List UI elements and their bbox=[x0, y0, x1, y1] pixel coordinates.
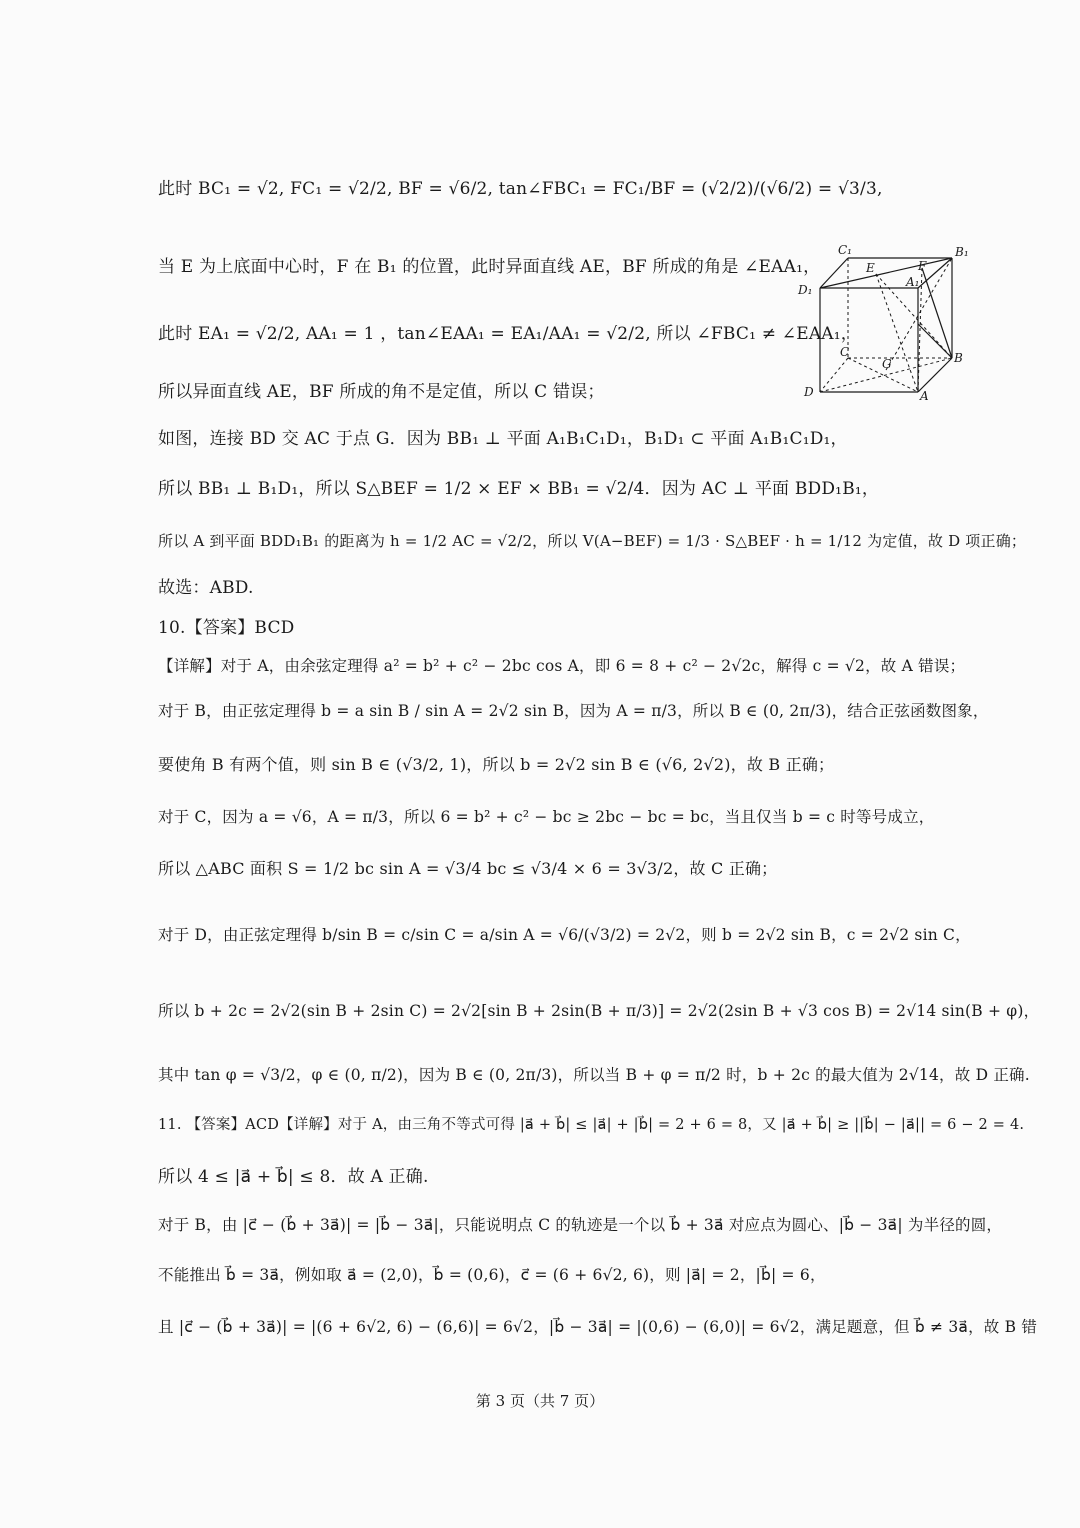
text-line-15: 对于 D，由正弦定理得 b/sin B = c/sin C = a/sin A = √6/(√3/2) = 2√2，则 b = 2√2 sin B，c = 2√2 sin C， bbox=[158, 926, 971, 944]
label-f: F bbox=[918, 259, 927, 273]
text-line-5: 如图，连接 BD 交 AC 于点 G．因为 BB₁ ⊥ 平面 A₁B₁C₁D₁，B₁D₁ ⊂ 平面 A₁B₁C₁D₁， bbox=[158, 429, 848, 449]
text-line-21: 不能推出 b⃗ = 3a⃗，例如取 a⃗ = (2,0)，b⃗ = (0,6)，c⃗ = (6 + 6√2, 6)，则 |a⃗| = 2，|b⃗| = 6， bbox=[158, 1266, 826, 1284]
text-line-1: 此时 BC₁ = √2, FC₁ = √2/2, BF = √6/2, tan∠FBC₁ = FC₁/BF = (√2/2)/(√6/2) = √3/3, bbox=[158, 179, 883, 199]
text-line-22: 且 |c⃗ − (b⃗ + 3a⃗)| = |(6 + 6√2, 6) − (6,6)| = 6√2，|b⃗ − 3a⃗| = |(0,6) − (6,0)| = 6√2，满足题意，但 b⃗ ≠ 3a⃗，故 B 错 bbox=[158, 1318, 1038, 1336]
hidden-edge-c-d bbox=[820, 358, 848, 392]
edge-c1-d1 bbox=[820, 258, 848, 288]
diagonal-d1-b1 bbox=[820, 258, 952, 288]
text-line-13: 对于 C，因为 a = √6，A = π/3，所以 6 = b² + c² − bc ≥ 2bc − bc = bc，当且仅当 b = c 时等号成立， bbox=[158, 808, 935, 826]
text-line-14: 所以 △ABC 面积 S = 1/2 bc sin A = √3/4 bc ≤ √3/4 × 6 = 3√3/2，故 C 正确； bbox=[158, 859, 778, 878]
cube-figure bbox=[796, 244, 978, 404]
text-line-17: 其中 tan φ = √3/2，φ ∈ (0, π/2)，因为 B ∈ (0, 2π/3)，所以当 B + φ = π/2 时，b + 2c 的最大值为 2√14，故 D 正确. bbox=[158, 1066, 1030, 1084]
text-line-9: 10.【答案】BCD bbox=[158, 618, 295, 638]
label-d1: D₁ bbox=[798, 283, 813, 297]
text-line-10: 【详解】对于 A，由余弦定理得 a² = b² + c² − 2bc cos A，即 6 = 8 + c² − 2√2c，解得 c = √2，故 A 错误； bbox=[158, 657, 966, 675]
line-f-b-solid bbox=[922, 268, 952, 358]
text-line-11: 对于 B，由正弦定理得 b = a sin B / sin A = 2√2 sin B，因为 A = π/3，所以 B ∈ (0, 2π/3)，结合正弦函数图象， bbox=[158, 702, 989, 720]
label-b: B bbox=[954, 351, 963, 365]
label-c: C bbox=[840, 345, 850, 359]
label-a: A bbox=[920, 389, 929, 403]
label-d: D bbox=[804, 385, 814, 399]
label-g: G bbox=[882, 357, 892, 371]
text-line-4: 所以异面直线 AE，BF 所成的角不是定值，所以 C 错误； bbox=[158, 382, 605, 402]
text-line-19: 所以 4 ≤ |a⃗ + b⃗| ≤ 8．故 A 正确. bbox=[158, 1167, 429, 1187]
text-line-16: 所以 b + 2c = 2√2(sin B + 2sin C) = 2√2[sin B + 2sin(B + π/3)] = 2√2(2sin B + √3 cos B) = 2√14 sin(B + φ)， bbox=[158, 1002, 1040, 1020]
page-footer bbox=[0, 1390, 1080, 1411]
text-line-7: 所以 A 到平面 BDD₁B₁ 的距离为 h = 1/2 AC = √2/2，所以 V(A−BEF) = 1/3 · S△BEF · h = 1/12 为定值，故 D 项正确； bbox=[158, 532, 1027, 550]
edge-a-b bbox=[918, 358, 952, 392]
text-line-8: 故选：ABD. bbox=[158, 578, 254, 598]
text-line-2: 当 E 为上底面中心时，F 在 B₁ 的位置，此时异面直线 AE，BF 所成的角是 ∠EAA₁， bbox=[158, 257, 821, 277]
label-a1: A₁ bbox=[906, 275, 920, 289]
text-line-20: 对于 B，由 |c⃗ − (b⃗ + 3a⃗)| = |b⃗ − 3a⃗|，只能说明点 C 的轨迹是一个以 b⃗ + 3a⃗ 对应点为圆心、|b⃗ − 3a⃗| 为半径的圆， bbox=[158, 1216, 1003, 1234]
label-e: E bbox=[866, 261, 875, 275]
label-c1: C₁ bbox=[838, 244, 852, 257]
label-b1: B₁ bbox=[955, 245, 969, 259]
page-number: 第 3 页（共 7 页） bbox=[475, 1392, 605, 1410]
text-line-3: 此时 EA₁ = √2/2, AA₁ = 1 ，tan∠EAA₁ = EA₁/AA₁ = √2/2, 所以 ∠FBC₁ ≠ ∠EAA₁， bbox=[158, 324, 858, 344]
text-line-18: 11. 【答案】ACD【详解】对于 A，由三角不等式可得 |a⃗ + b⃗| ≤ |a⃗| + |b⃗| = 2 + 6 = 8，又 |a⃗ + b⃗| ≥ ||b⃗| − |a⃗|| = 6 − 2 = 4. bbox=[158, 1117, 1025, 1133]
text-line-6: 所以 BB₁ ⊥ B₁D₁，所以 S△BEF = 1/2 × EF × BB₁ = √2/4．因为 AC ⊥ 平面 BDD₁B₁， bbox=[158, 479, 880, 499]
text-line-12: 要使角 B 有两个值，则 sin B ∈ (√3/2, 1)，所以 b = 2√2 sin B ∈ (√6, 2√2)，故 B 正确； bbox=[158, 755, 835, 774]
